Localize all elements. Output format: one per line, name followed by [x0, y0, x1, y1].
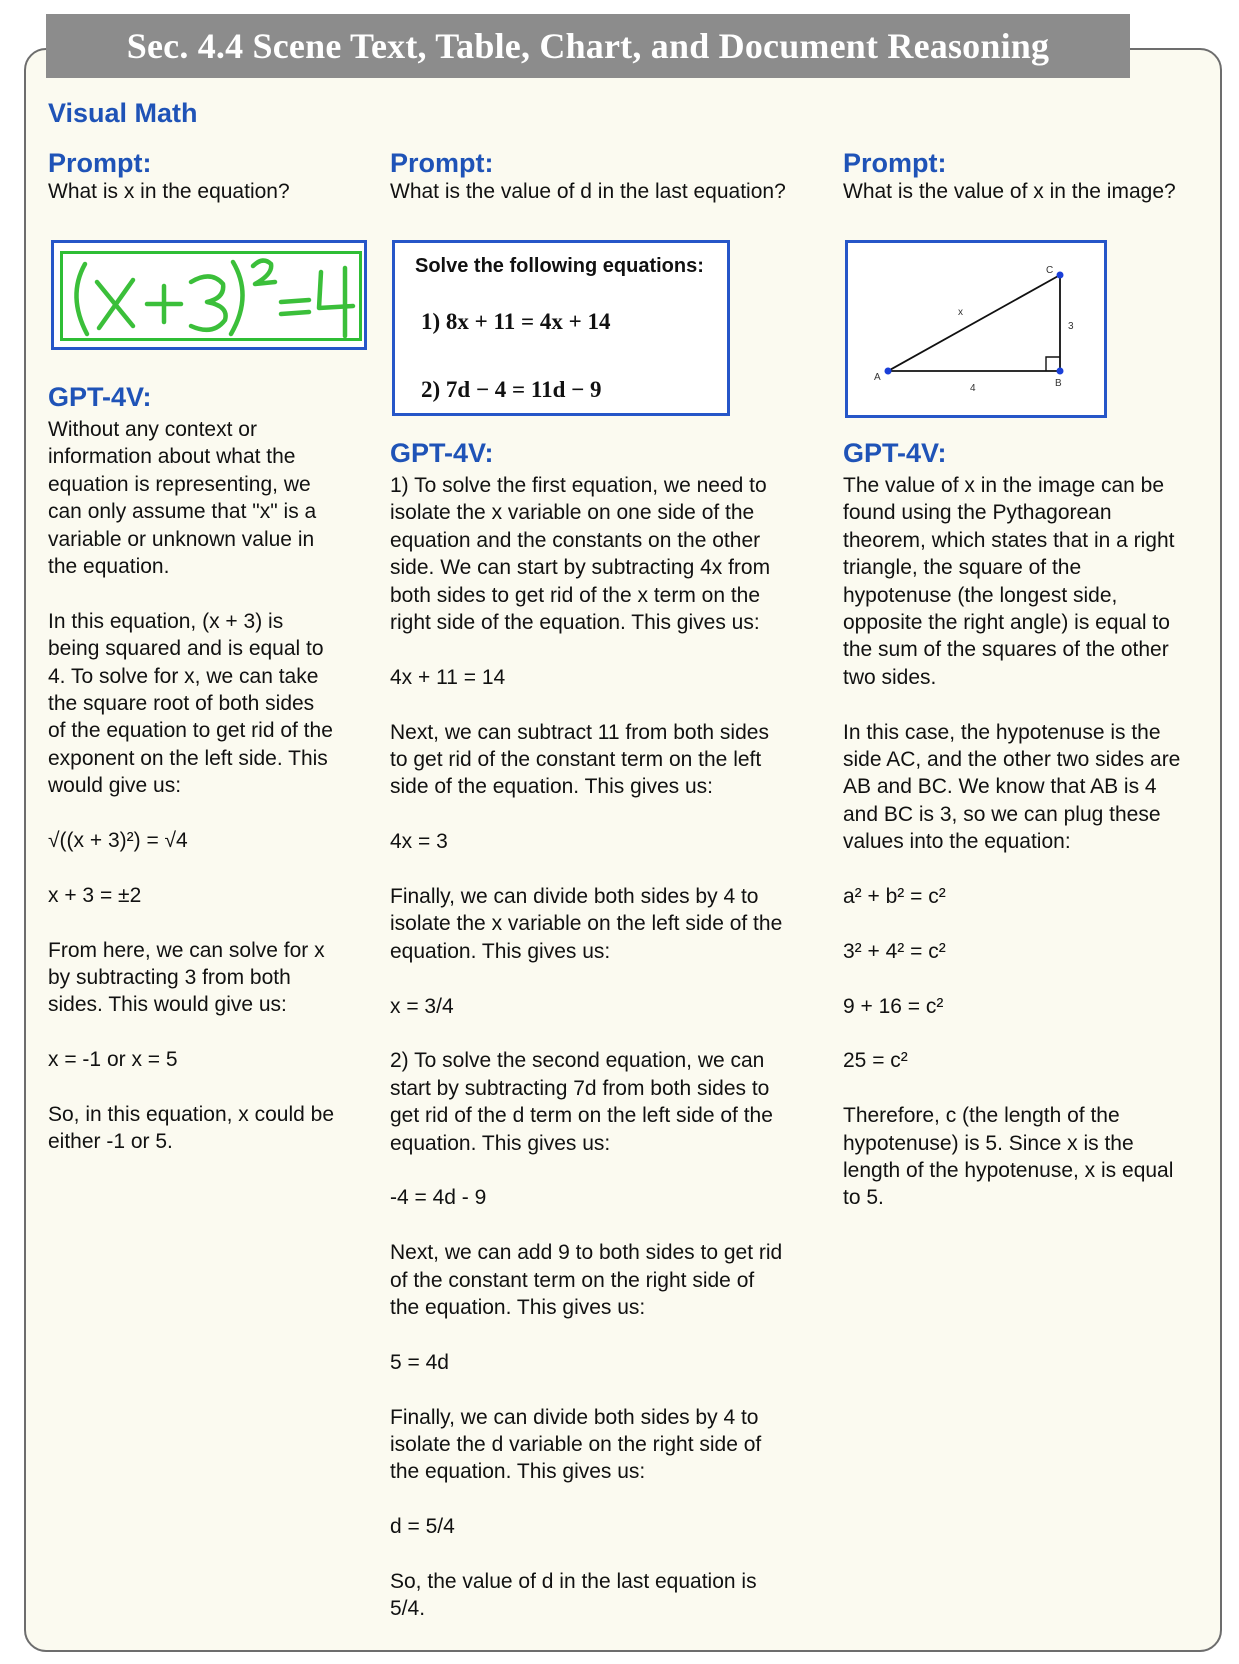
- column-2-answer: [390, 438, 830, 1650]
- answer-equation: -4 = 4d - 9: [390, 1186, 487, 1210]
- answer-paragraph: In this equation, (x + 3) is being squared and is equal to 4. To solve for x, we can take the square root of both sides of the equation to get rid of the exponent on the left side. This would give us:: [48, 609, 333, 798]
- answer-paragraph: 2) To solve the second equation, we can start by subtracting 7d from both sides to get rid of the d term on the left side of the equation. This gives us:: [390, 1049, 773, 1155]
- prompt-text: What is x in the equation?: [48, 180, 290, 203]
- column-1-answer: [48, 382, 368, 1183]
- answer-equation: √((x + 3)²) = √4: [48, 829, 188, 853]
- answer-equation: x + 3 = ±2: [48, 883, 142, 907]
- answer-equation: 4x = 3: [390, 830, 448, 854]
- equations-image-title: Solve the following equations:: [415, 255, 704, 277]
- answer-paragraph: In this case, the hypotenuse is the side AC, and the other two sides are AB and BC. We know that AB is 4 and BC is 3, so we can plug these values into the equation:: [843, 720, 1181, 854]
- answer-paragraph: Without any context or information about what the equation is representing, we can only assume that "x" is a variable or unknown value in the equation.: [48, 418, 317, 579]
- vertex-c-label: C: [1046, 265, 1054, 276]
- answer-equation: 4x + 11 = 14: [390, 665, 506, 689]
- vertex-a-label: A: [874, 372, 881, 383]
- section-title: Visual Math: [48, 98, 198, 128]
- column-3: [843, 148, 1218, 205]
- equation-1: 1) 8x + 11 = 4x + 14: [421, 309, 611, 334]
- handwritten-equation-drawing: [63, 254, 359, 338]
- answer-heading: GPT-4V:: [390, 438, 494, 468]
- answer-equation: 25 = c²: [843, 1049, 908, 1073]
- answer-paragraph: Therefore, c (the length of the hypotenuse) is 5. Since x is the length of the hypotenuse, x is equal to 5.: [843, 1104, 1174, 1210]
- vertex-b-label: B: [1055, 378, 1062, 389]
- answer-paragraph: So, the value of d in the last equation is 5/4.: [390, 1570, 757, 1621]
- handwritten-equation-image: [51, 240, 367, 350]
- answer-paragraph: So, in this equation, x could be either -1 or 5.: [48, 1103, 335, 1154]
- column-1: [48, 148, 368, 205]
- prompt-heading: Prompt:: [390, 148, 494, 178]
- answer-equation: d = 5/4: [390, 1515, 455, 1539]
- answer-paragraph: 1) To solve the first equation, we need to isolate the x variable on one side of the equation and the constants on the other side. We can start by subtracting 4x from both sides to get rid of the x term on the right side of the equation. This gives us:: [390, 474, 771, 635]
- vertex-b-dot: [1057, 368, 1064, 375]
- prompt-text: What is the value of d in the last equation?: [390, 180, 786, 203]
- prompt-heading: Prompt:: [48, 148, 152, 178]
- answer-paragraph: Next, we can subtract 11 from both sides to get rid of the constant term on the left side of the equation. This gives us:: [390, 720, 769, 799]
- answer-paragraph: Finally, we can divide both sides by 4 to isolate the x variable on the left side of the equation. This gives us:: [390, 885, 783, 963]
- answer-paragraph: From here, we can solve for x by subtracting 3 from both sides. This would give us:: [48, 938, 325, 1017]
- right-triangle-diagram: [848, 243, 1104, 415]
- section-header-bar: [46, 14, 1130, 78]
- answer-paragraph: Next, we can add 9 to both sides to get rid of the constant term on the right side of the equation. This gives us:: [390, 1241, 783, 1320]
- answer-paragraph: The value of x in the image can be found using the Pythagorean theorem, which states that in a right triangle, the square of the hypotenuse (the longest side, opposite the right angle) is equal to the sum of the squares of the other two sides.: [843, 474, 1175, 689]
- answer-equation: x = -1 or x = 5: [48, 1048, 178, 1072]
- section-header-title: Sec. 4.4 Scene Text, Table, Chart, and Document Reasoning: [126, 26, 1050, 66]
- equation-2: 2) 7d − 4 = 11d − 9: [421, 377, 602, 402]
- hypotenuse-label: x: [958, 307, 963, 318]
- prompt-heading: Prompt:: [843, 148, 947, 178]
- side-ab-label: 4: [970, 383, 976, 394]
- side-bc-label: 3: [1068, 321, 1074, 332]
- answer-equation: 5 = 4d: [390, 1350, 449, 1374]
- answer-equation: 3² + 4² = c²: [843, 939, 946, 963]
- answer-equation: 9 + 16 = c²: [843, 994, 944, 1018]
- column-3-answer: [843, 438, 1218, 1239]
- answer-heading: GPT-4V:: [843, 438, 947, 468]
- triangle-shape: [888, 275, 1060, 371]
- vertex-a-dot: [885, 368, 892, 375]
- answer-heading: GPT-4V:: [48, 382, 152, 412]
- triangle-image: [845, 240, 1107, 418]
- handwritten-equation-frame: [60, 251, 362, 341]
- answer-equation: a² + b² = c²: [843, 885, 946, 909]
- prompt-text: What is the value of x in the image?: [843, 180, 1176, 203]
- vertex-c-dot: [1057, 272, 1064, 279]
- column-2: [390, 148, 830, 205]
- equations-image: [392, 240, 730, 416]
- answer-paragraph: Finally, we can divide both sides by 4 to isolate the d variable on the right side of the equation. This gives us:: [390, 1405, 762, 1484]
- answer-equation: x = 3/4: [390, 994, 454, 1018]
